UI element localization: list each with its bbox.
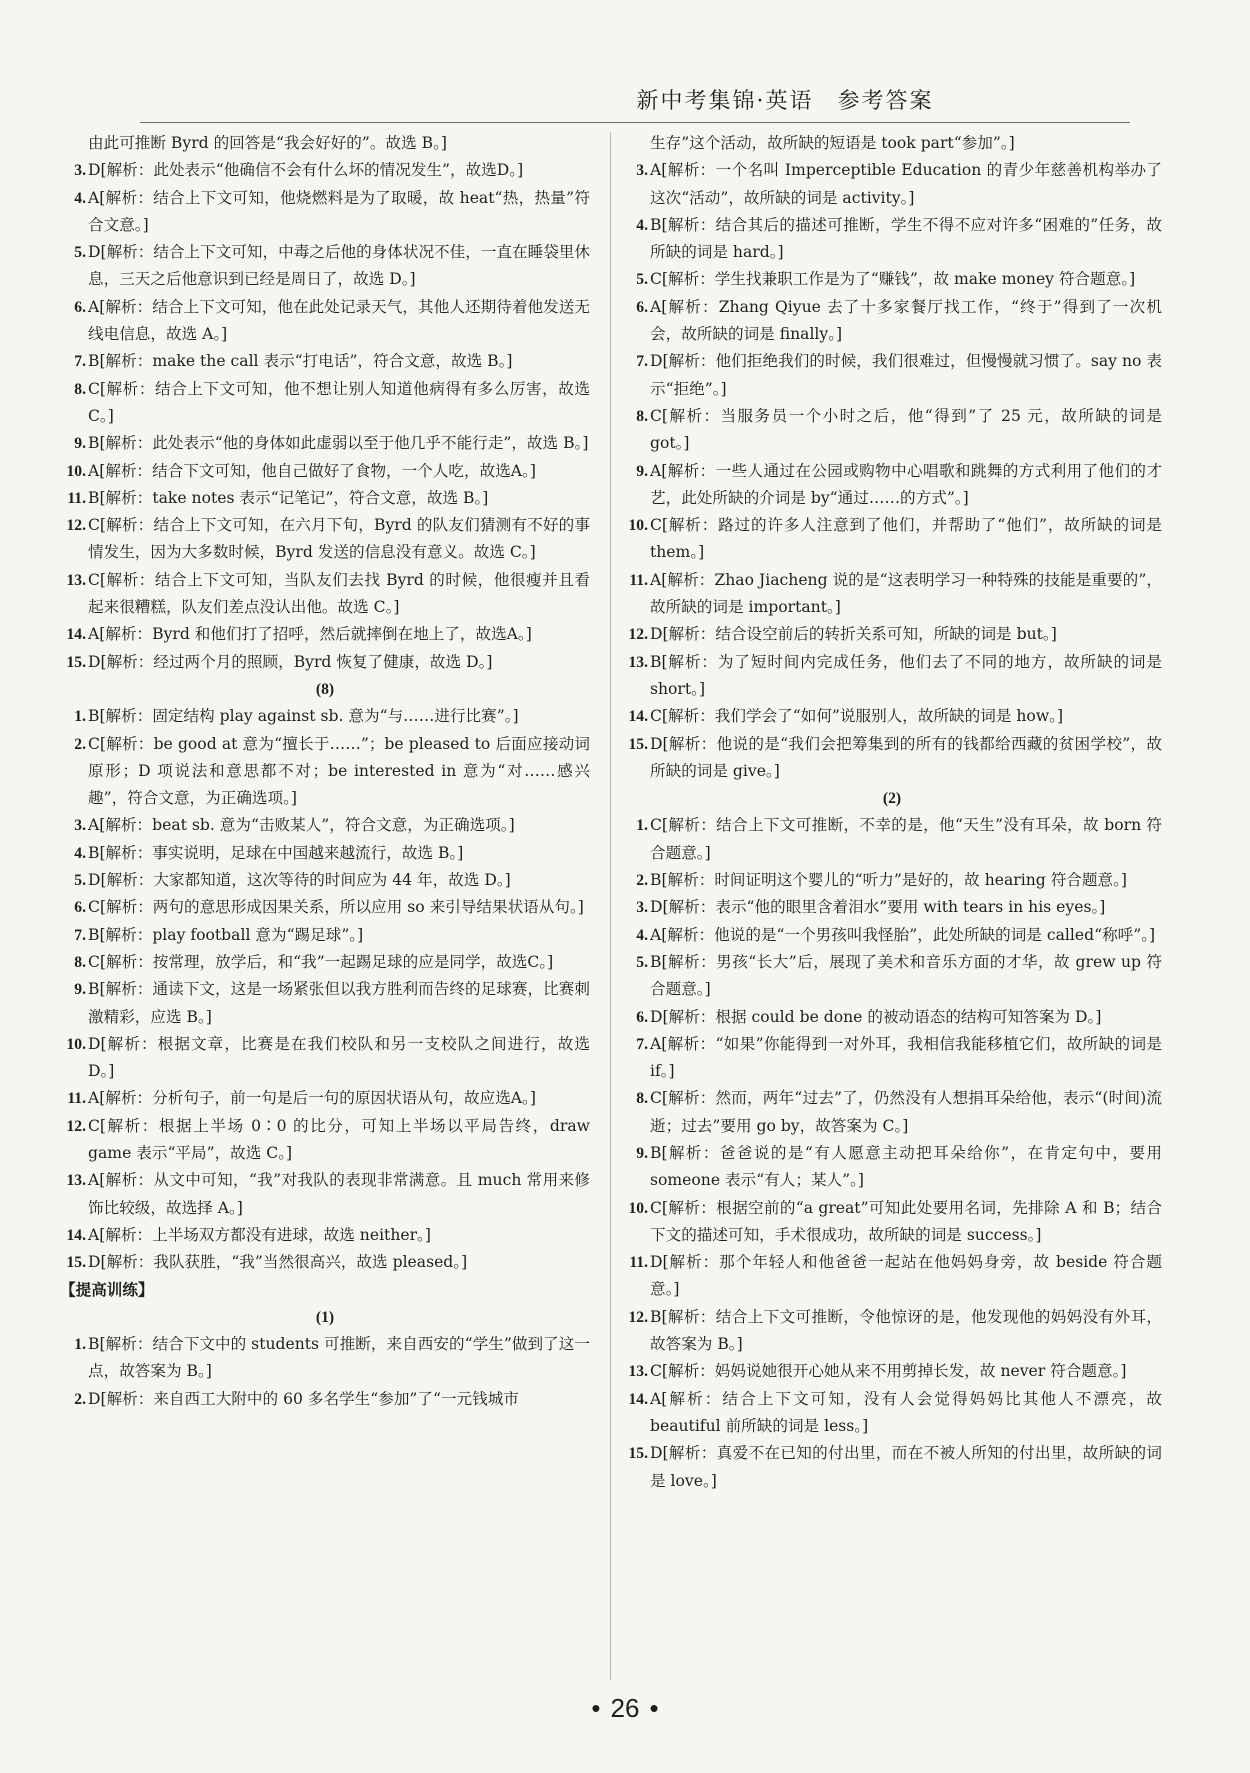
answer-item	[60, 812, 590, 839]
answer-item	[622, 212, 1162, 267]
answer-number: 4.	[636, 926, 648, 944]
answer-item	[60, 649, 590, 676]
answer-item	[60, 1331, 590, 1386]
answer-item	[60, 512, 590, 567]
answer-explanation: B[解析：时间证明这个婴儿的“听力”是好的，故 hearing 符合题意。]	[650, 871, 1127, 890]
right-column	[622, 130, 1162, 1495]
answer-number: 3.	[636, 899, 648, 917]
answer-number: 14.	[628, 708, 648, 726]
answer-number: 15.	[66, 1254, 86, 1272]
answer-explanation: A[解析：从文中可知，“我”对我队的表现非常满意。且 much 常用来修饰比较级，故选择 A。]	[88, 1171, 590, 1217]
answer-explanation: B[解析：通读下文，这是一场紧张但以我方胜利而告终的足球赛，比赛刺激精彩，应选 B。]	[88, 980, 590, 1026]
answer-item	[622, 294, 1162, 349]
answer-number: 8.	[74, 380, 86, 398]
page-number: 26	[610, 1693, 640, 1723]
continued-text: 由此可推断 Byrd 的回答是“我会好好的”。故选 B。]	[88, 134, 447, 152]
answer-item	[622, 867, 1162, 894]
answer-item	[60, 1031, 590, 1086]
answer-number: 15.	[628, 1445, 648, 1463]
answer-item	[60, 1222, 590, 1249]
answer-explanation: D[解析：他们拒绝我们的时候，我们很难过，但慢慢就习惯了。say no 表示“拒绝”。]	[650, 352, 1162, 398]
answer-item	[60, 348, 590, 375]
answer-number: 13.	[66, 571, 86, 589]
answer-number: 2.	[636, 872, 648, 890]
answer-explanation: D[解析：大家都知道，这次等待的时间应为 44 年，故选 D。]	[88, 871, 511, 890]
answer-number: 11.	[629, 1254, 648, 1272]
answer-item	[622, 403, 1162, 458]
answer-number: 4.	[74, 844, 86, 862]
answer-explanation: B[解析：固定结构 play against sb. 意为“与……进行比赛”。]	[88, 707, 519, 726]
answer-explanation: A[解析：一个名叫 Imperceptible Education 的青少年慈善机构举办了这次“活动”，故所缺的词是 activity。]	[650, 161, 1162, 207]
answer-number: 12.	[628, 1308, 648, 1326]
header-title: 新中考集锦·英语 参考答案	[636, 89, 934, 114]
answer-item	[622, 1304, 1162, 1359]
answer-number: 8.	[74, 953, 86, 971]
answer-item	[60, 1249, 590, 1276]
answer-explanation: A[解析：上半场双方都没有进球，故选 neither。]	[88, 1225, 431, 1244]
answer-explanation: A[解析：Byrd 和他们打了招呼，然后就摔倒在地上了，故选A。]	[88, 625, 532, 644]
answer-item	[60, 621, 590, 648]
answer-number: 5.	[636, 271, 648, 289]
answer-number: 5.	[636, 953, 648, 971]
answer-explanation: D[解析：那个年轻人和他爸爸一起站在他妈妈身旁，故 beside 符合题意。]	[650, 1253, 1162, 1299]
answer-item	[60, 949, 590, 976]
answer-item	[622, 1440, 1162, 1495]
answer-number: 6.	[74, 899, 86, 917]
answer-number: 13.	[628, 1363, 648, 1381]
answer-number: 13.	[628, 653, 648, 671]
answer-explanation: B[解析：结合下文中的 students 可推断，来自西安的“学生”做到了这一点，故答案为 B。]	[88, 1335, 590, 1381]
answer-number: 7.	[74, 926, 86, 944]
header-rule	[140, 122, 1130, 123]
answer-item	[622, 1358, 1162, 1385]
answer-item	[60, 1386, 590, 1413]
answer-number: 4.	[74, 189, 86, 207]
answer-item	[60, 185, 590, 240]
answer-explanation: D[解析：根据 could be done 的被动语态的结构可知答案为 D。]	[650, 1007, 1102, 1026]
answer-item	[60, 1085, 590, 1112]
answer-explanation: B[解析：此处表示“他的身体如此虚弱以至于他几乎不能行走”，故选 B。]	[88, 434, 589, 453]
answer-explanation: D[解析：真爱不在已知的付出里，而在不被人所知的付出里，故所缺的词是 love。]	[650, 1444, 1162, 1490]
answer-number: 2.	[74, 735, 86, 753]
answer-explanation: D[解析：他说的是“我们会把筹集到的所有的钱都给西藏的贫困学校”，故所缺的词是 give。]	[650, 734, 1162, 780]
answer-item	[60, 157, 590, 184]
answer-explanation: A[解析：结合下文可知，他自己做好了食物，一个人吃，故选A。]	[88, 461, 536, 480]
answer-explanation: C[解析：根据空前的“a great”可知此处要用名词，先排除 A 和 B；结合下文的描述可知，手术很成功，故所缺的词是 success。]	[650, 1198, 1162, 1244]
answer-item	[60, 922, 590, 949]
answer-item	[622, 812, 1162, 867]
answer-item	[622, 1195, 1162, 1250]
answer-explanation: D[解析：表示“他的眼里含着泪水”要用 with tears in his eyes。]	[650, 898, 1106, 917]
answer-number: 9.	[74, 435, 86, 453]
answer-explanation: A[解析：beat sb. 意为“击败某人”，符合文意，为正确选项。]	[88, 816, 515, 835]
answer-number: 11.	[629, 571, 648, 589]
answer-explanation: D[解析：我队获胜，“我”当然很高兴，故选 pleased。]	[88, 1253, 468, 1272]
answer-number: 4.	[636, 216, 648, 234]
answer-explanation: C[解析：当服务员一个小时之后，他“得到”了 25 元，故所缺的词是 got。]	[650, 406, 1162, 453]
answer-item	[622, 1031, 1162, 1086]
column-divider	[610, 132, 611, 1680]
answer-number: 13.	[66, 1172, 86, 1190]
answer-number: 2.	[74, 1390, 86, 1408]
answer-number: 6.	[636, 1008, 648, 1026]
answer-explanation: A[解析：结合上下文可知，他烧燃料是为了取暖，故 heat“热，热量”符合文意。]	[88, 188, 590, 234]
answer-number: 15.	[66, 653, 86, 671]
answer-number: 12.	[66, 1117, 86, 1135]
answer-item	[622, 458, 1162, 513]
answer-number: 7.	[636, 353, 648, 371]
answer-number: 10.	[628, 517, 648, 535]
answer-item	[60, 485, 590, 512]
answer-item	[60, 1167, 590, 1222]
answer-item	[60, 867, 590, 894]
answer-number: 10.	[66, 1035, 86, 1053]
answer-explanation: B[解析：事实说明，足球在中国越来越流行，故选 B。]	[88, 843, 464, 862]
answer-explanation: B[解析：男孩“长大”后，展现了美术和音乐方面的才华，故 grew up 符合题意。]	[650, 952, 1162, 999]
answer-explanation: C[解析：妈妈说她很开心她从来不用剪掉长发，故 never 符合题意。]	[650, 1362, 1127, 1381]
answer-item	[622, 567, 1162, 622]
answer-number: 9.	[636, 462, 648, 480]
answer-number: 7.	[636, 1035, 648, 1053]
answer-number: 1.	[636, 817, 648, 835]
answer-number: 3.	[74, 817, 86, 835]
answer-explanation: C[解析：我们学会了“如何”说服别人，故所缺的词是 how。]	[650, 707, 1064, 726]
page-footer	[0, 1693, 1250, 1724]
answer-item	[622, 1249, 1162, 1304]
answer-item	[622, 1004, 1162, 1031]
answer-number: 10.	[628, 1199, 648, 1217]
answer-explanation: B[解析：take notes 表示“记笔记”，符合文意，故选 B。]	[88, 488, 489, 507]
answer-explanation: B[解析：为了短时间内完成任务，他们去了不同的地方，故所缺的词是 short。]	[650, 652, 1162, 698]
answer-explanation: D[解析：经过两个月的照顾，Byrd 恢复了健康，故选 D。]	[88, 652, 493, 671]
answer-explanation: C[解析：结合上下文可推断，不幸的是，他“天生”没有耳朵，故 born 符合题意。]	[650, 816, 1162, 862]
answer-explanation: A[解析：“如果”你能得到一对外耳，我相信我能移植它们，故所缺的词是 if。]	[650, 1034, 1162, 1081]
answer-explanation: A[解析：结合上下文可知，没有人会觉得妈妈比其他人不漂亮，故 beautiful 前所缺的词是 less。]	[650, 1389, 1162, 1435]
answer-item	[60, 1113, 590, 1168]
answer-item	[60, 294, 590, 349]
answer-explanation: C[解析：两句的意思形成因果关系，所以应用 so 来引导结果状语从句。]	[88, 898, 584, 917]
left-column	[60, 130, 590, 1413]
answer-number: 14.	[66, 1226, 86, 1244]
answer-number: 12.	[628, 626, 648, 644]
footer-bullet-left: •	[591, 1693, 601, 1723]
answer-explanation: A[解析：Zhang Qiyue 去了十多家餐厅找工作，“终于”得到了一次机会，故所缺的词是 finally。]	[650, 297, 1162, 344]
answer-item	[622, 649, 1162, 704]
answer-number: 3.	[636, 162, 648, 180]
answer-item	[60, 894, 590, 921]
answer-number: 9.	[636, 1144, 648, 1162]
answer-explanation: C[解析：结合上下文可知，当队友们去找 Byrd 的时候，他很瘦并且看起来很糟糕，队友们差点没认出他。故选 C。]	[88, 570, 590, 617]
answer-explanation: B[解析：爸爸说的是“有人愿意主动把耳朵给你”，在肯定句中，要用 someone 表示“有人；某人”。]	[650, 1143, 1162, 1190]
answer-item	[60, 731, 590, 813]
answer-explanation: A[解析：分析句子，前一句是后一句的原因状语从句，故应选A。]	[88, 1089, 536, 1108]
answer-number: 8.	[636, 1090, 648, 1108]
answer-number: 12.	[66, 517, 86, 535]
answer-item	[60, 376, 590, 431]
answer-number: 14.	[628, 1390, 648, 1408]
answer-item	[60, 430, 590, 457]
answer-item	[622, 949, 1162, 1004]
continued-text: 生存”这个活动，故所缺的短语是 took part“参加”。]	[650, 134, 1015, 152]
answer-explanation: C[解析：结合上下文可知，他不想让别人知道他病得有多么厉害，故选 C。]	[88, 379, 590, 425]
answer-number: 10.	[66, 462, 86, 480]
answer-explanation: C[解析：按常理，放学后，和“我”一起踢足球的应是同学，故选C。]	[88, 952, 554, 971]
answer-item	[622, 348, 1162, 403]
page-header	[140, 84, 1130, 115]
answer-item	[60, 703, 590, 730]
answer-item	[622, 922, 1162, 949]
answer-item	[60, 567, 590, 622]
answer-number: 6.	[636, 298, 648, 316]
answer-number: 11.	[67, 1090, 86, 1108]
answer-item	[622, 731, 1162, 786]
answer-number: 3.	[74, 162, 86, 180]
section-number: (1)	[315, 1308, 335, 1326]
answer-item	[60, 458, 590, 485]
answer-explanation: B[解析：make the call 表示“打电话”，符合文意，故选 B。]	[88, 352, 513, 371]
answer-number: 8.	[636, 407, 648, 425]
answer-explanation: C[解析：然而，两年“过去”了，仍然没有人想捐耳朵给他，表示“(时间)流逝；过去”要用 go by，故答案为 C。]	[650, 1089, 1162, 1135]
answer-explanation: C[解析：路过的许多人注意到了他们，并帮助了“他们”，故所缺的词是 them。]	[650, 516, 1162, 562]
answer-number: 11.	[67, 489, 86, 507]
answer-explanation: C[解析：根据上半场 0∶0 的比分，可知上半场以平局告终，draw game 表示“平局”，故选 C。]	[88, 1116, 590, 1162]
answer-explanation: A[解析：一些人通过在公园或购物中心唱歌和跳舞的方式利用了他们的才艺，此处所缺的介词是 by“通过……的方式”。]	[650, 461, 1162, 507]
answer-explanation: C[解析：学生找兼职工作是为了“赚钱”，故 make money 符合题意。]	[650, 270, 1136, 289]
answer-number: 5.	[74, 244, 86, 262]
answer-explanation: D[解析：结合上下文可知，中毒之后他的身体状况不佳，一直在睡袋里休息，三天之后他意识到已经是周日了，故选 D。]	[88, 243, 590, 289]
answer-explanation: A[解析：结合上下文可知，他在此处记录天气，其他人还期待着他发送无线电信息，故选 A。]	[88, 297, 590, 344]
section-number: (2)	[882, 790, 902, 808]
answer-number: 9.	[74, 981, 86, 999]
answer-number: 1.	[74, 1336, 86, 1354]
answer-item	[622, 621, 1162, 648]
answer-item	[622, 157, 1162, 212]
answer-explanation: D[解析：来自西工大附中的 60 多名学生“参加”了“一元钱城市	[88, 1389, 519, 1408]
answer-explanation: D[解析：此处表示“他确信不会有什么坏的情况发生”，故选D。]	[88, 161, 524, 180]
answer-explanation: C[解析：结合上下文可知，在六月下旬，Byrd 的队友们猜测有不好的事情发生，因为大多数时候，Byrd 发送的信息没有意义。故选 C。]	[88, 516, 590, 562]
answer-explanation: A[解析：Zhao Jiacheng 说的是“这表明学习一种特殊的技能是重要的”，故所缺的词是 important。]	[650, 570, 1162, 617]
answer-explanation: A[解析：他说的是“一个男孩叫我怪胎”，此处所缺的词是 called“称呼”。]	[650, 925, 1156, 944]
answer-item	[622, 512, 1162, 567]
answer-item	[622, 1085, 1162, 1140]
answer-item	[622, 1386, 1162, 1441]
answer-number: 6.	[74, 298, 86, 316]
section-number: (8)	[315, 680, 335, 698]
answer-item	[60, 239, 590, 294]
answer-explanation: D[解析：根据文章，比赛是在我们校队和另一支校队之间进行，故选 D。]	[88, 1034, 590, 1081]
answer-explanation: C[解析：be good at 意为“擅长于……”；be pleased to 后面应接动词原形；D 项说法和意思都不对；be interested in 意为“对……感兴趣”，符合文意，为正确选项。]	[88, 734, 590, 808]
answer-explanation: B[解析：结合其后的描述可推断，学生不得不应对许多“困难的”任务，故所缺的词是 hard。]	[650, 215, 1162, 262]
answer-item	[60, 976, 590, 1031]
answer-number: 1.	[74, 708, 86, 726]
section-heading: 【提高训练】	[60, 1280, 154, 1300]
answer-explanation: B[解析：结合上下文可推断，令他惊讶的是，他发现他的妈妈没有外耳，故答案为 B。]	[650, 1307, 1162, 1354]
answer-item	[622, 894, 1162, 921]
answer-item	[622, 266, 1162, 293]
answer-number: 14.	[66, 626, 86, 644]
answer-number: 15.	[628, 735, 648, 753]
answer-item	[622, 1140, 1162, 1195]
answer-explanation: D[解析：结合设空前后的转折关系可知，所缺的词是 but。]	[650, 625, 1057, 644]
answer-number: 7.	[74, 353, 86, 371]
answer-item	[60, 840, 590, 867]
footer-bullet-right: •	[649, 1693, 659, 1723]
answer-explanation: B[解析：play football 意为“踢足球”。]	[88, 925, 364, 944]
answer-number: 5.	[74, 872, 86, 890]
answer-item	[622, 703, 1162, 730]
